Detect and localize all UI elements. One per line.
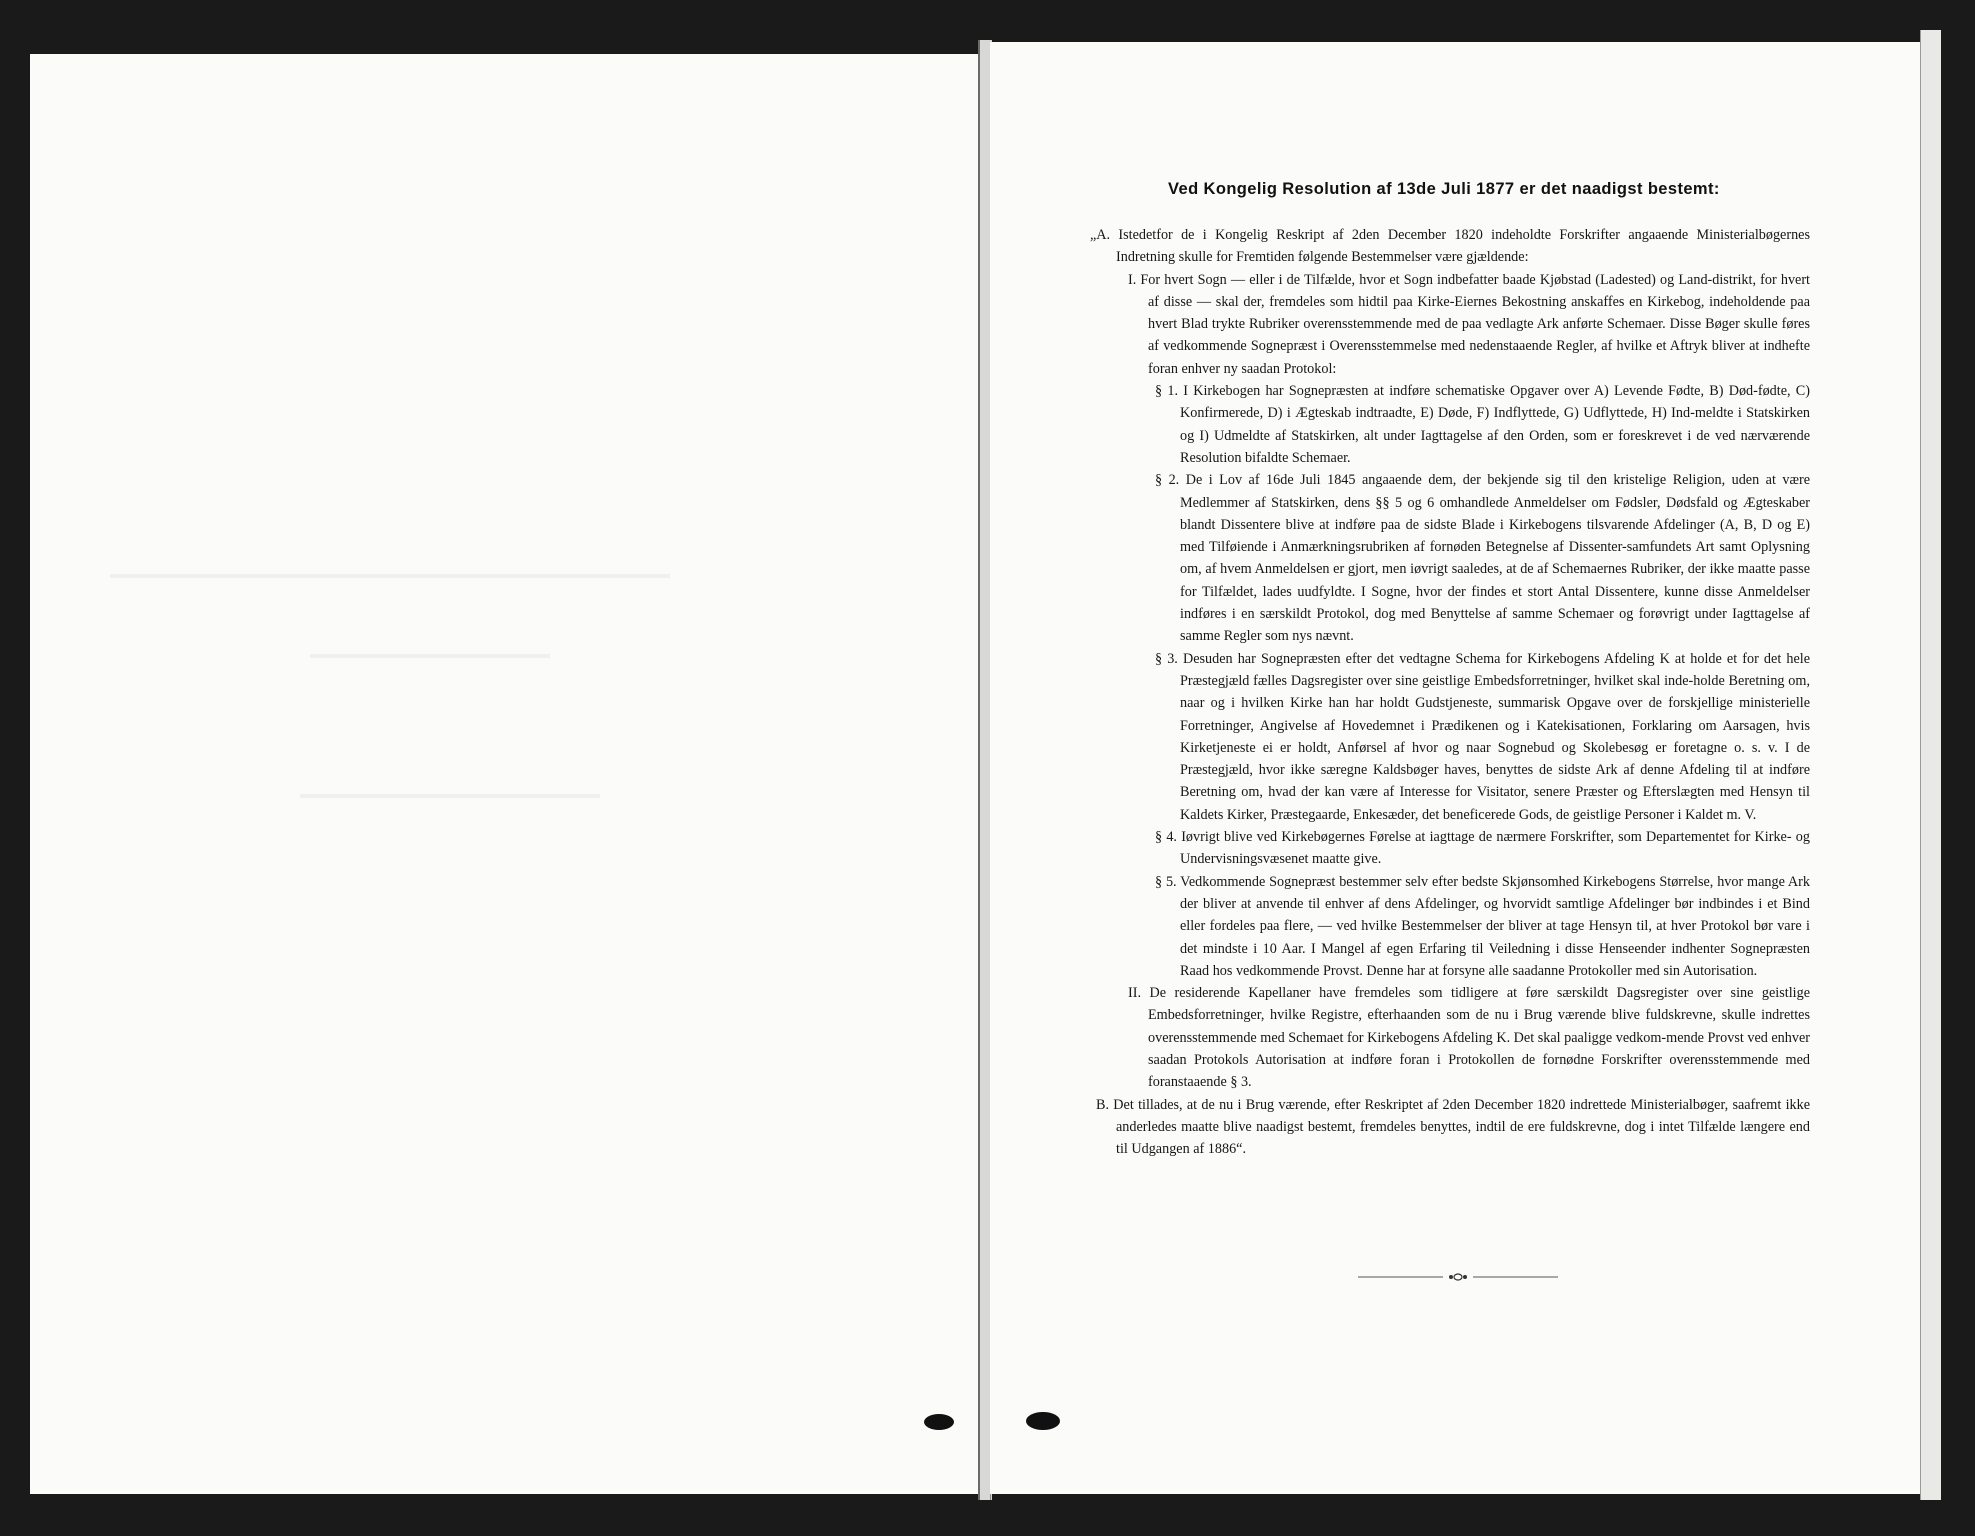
bleed-through-line (110, 574, 670, 578)
gutter-fold-line (978, 40, 980, 1500)
paragraph-section-3: § 3. Desuden har Sognepræsten efter det vedtagne Schema for Kirkebogens Afdeling K at holde et for det hele Præstegjæld fælles Dagsregister over sine geistlige Embedsforretninger, hvilket skal inde-holde Beretning om, naar og i hvilken Kirke han har holdt Gudstjeneste, summarisk Opgave over de forskjellige ministerielle Forretninger, Angivelse af Hovedemnet i Prædikenen og i Katekisationen, Forklaring om Aarsagen, hvis Kirketjeneste ei er holdt, Anførsel af hvor og naar Sognebud og Skolebesøg er foretagne o. s. v. I de Præstegjæld, hvor ikke særegne Kaldsbøger haves, benyttes de sidste Ark af denne Afdeling til at indføre Beretning om, hvad der kan være af Interesse for Visitator, senere Præster og Efterslægten med Hensyn til Kaldets Kirker, Præstegaarde, Enkesæder, det beneficerede Gods, de geistlige Personer i Kaldet m. V. (1155, 650, 1810, 823)
ink-blot (924, 1414, 954, 1430)
bleed-through-line (300, 794, 600, 798)
paragraph-ii: II. De residerende Kapellaner have fremdeles som tidligere at føre særskildt Dagsregister over sine geistlige Embedsforretninger, hvilke Registre, efterhaanden som de nu i Brug værende blive fuldskrevne, skulle indrettes overensstemmende med Schemaet for Kirkebogens Afdeling K. Det skal paaligge vedkom-mende Provst ved enhver saadan Protokols Autorisation at indføre foran i Protokollen de fornødne Forskrifter overensstemmende med foranstaaende § 3. (1128, 985, 1810, 1091)
paragraph-a: „A. Istedetfor de i Kongelig Reskript af 2den December 1820 indeholdte Forskrifter angaaende Ministerialbøgernes Indretning skulle for Fremtiden følgende Bestemmelser være gjældende: (1090, 227, 1810, 266)
left-page-blank (30, 54, 981, 1494)
paragraph-section-5: § 5. Vedkommende Sognepræst bestemmer selv efter bedste Skjønsomhed Kirkebogens Størrelse, hvor mange Ark der bliver at anvende til enhver af dens Afdelinger, og hvorvidt samtlige Afdelinger bør indbindes i et Bind eller fordeles paa flere, — ved hvilke Bestemmelser der bliver at tage Hensyn til, at hver Protokol bør vare i det mindste i 10 Aar. I Mangel af egen Erfaring til Veiledning i disse Henseender indhenter Sognepræsten Raad hos vedkommende Provst. Denne har at forsyne alle saadanne Protokoller med sin Autorisation. (1155, 873, 1810, 979)
resolution-heading: Ved Kongelig Resolution af 13de Juli 1877 er det naadigst bestemt: (1168, 180, 1720, 198)
page-edge (1920, 30, 1941, 1500)
resolution-body (1090, 224, 1810, 1160)
paragraph-section-4: § 4. Iøvrigt blive ved Kirkebøgernes Førelse at iagttage de nærmere Forskrifter, som Departementet for Kirke- og Undervisningsvæsenet maatte give. (1155, 829, 1810, 868)
paragraph-i: I. For hvert Sogn — eller i de Tilfælde, hvor et Sogn indbefatter baade Kjøbstad (Ladested) og Land-distrikt, for hvert af disse — skal der, fremdeles som hidtil paa Kirke-Eiernes Bekostning anskaffes en Kirkebog, indeholdende paa hvert Blad trykte Rubriker overensstemmende med de paa vedlagte Ark anførte Schemaer. Disse Bøger skulle føres af vedkommende Sognepræst i Overensstemmelse med nedenstaaende Regler, af hvilke et Aftryk bliver at indhefte foran enhver ny saadan Protokol: (1128, 271, 1810, 377)
bleed-through-line (310, 654, 550, 658)
paragraph-b: B. Det tillades, at de nu i Brug værende, efter Reskriptet af 2den December 1820 indrettede Ministerialbøger, saafremt ikke anderledes maatte blive naadigst bestemt, fremdeles benyttes, indtil de ere fuldskrevne, dog i intet Tilfælde længere end til Udgangen af 1886“. (1096, 1096, 1810, 1158)
end-ornament (1358, 1270, 1558, 1284)
ink-blot (1026, 1412, 1060, 1430)
paragraph-section-2: § 2. De i Lov af 16de Juli 1845 angaaende dem, der bekjende sig til den kristelige Religion, uden at være Medlemmer af Statskirken, dens §§ 5 og 6 omhandlede Anmeldelser om Fødsler, Dødsfald og Ægteskaber blandt Dissentere blive at indføre paa de sidste Blade i Kirkebogens tilsvarende Afdelinger (A, B, D og E) med Tilføiende i Anmærkningsrubriken af fornøden Betegnelse af Dissenter-samfundets Art samt Oplysning om, af hvem Anmeldelsen er gjort, men iøvrigt saaledes, at de af Schemaernes Rubriker, der ikke maatte passe for Tilfældet, lades uudfyldte. I Sogne, hvor der findes et stort Antal Dissentere, kunne disse Anmeldelser indføres i en særskildt Protokol, dog med Benyttelse af samme Schemaer og forøvrigt under Iagttagelse af samme Regler som nys nævnt. (1155, 472, 1810, 645)
paragraph-section-1: § 1. I Kirkebogen har Sognepræsten at indføre schematiske Opgaver over A) Levende Fødte, B) Død-fødte, C) Konfirmerede, D) i Ægteskab indtraadte, E) Døde, F) Indflyttede, G) Udflyttede, H) Ind-meldte i Statskirken og I) Udmeldte af Statskirken, alt under Iagttagelse af den Orden, som er foreskrevet i de ved nærværende Resolution bifaldte Schemaer. (1155, 383, 1810, 466)
bleed-through-text (330, 434, 354, 545)
